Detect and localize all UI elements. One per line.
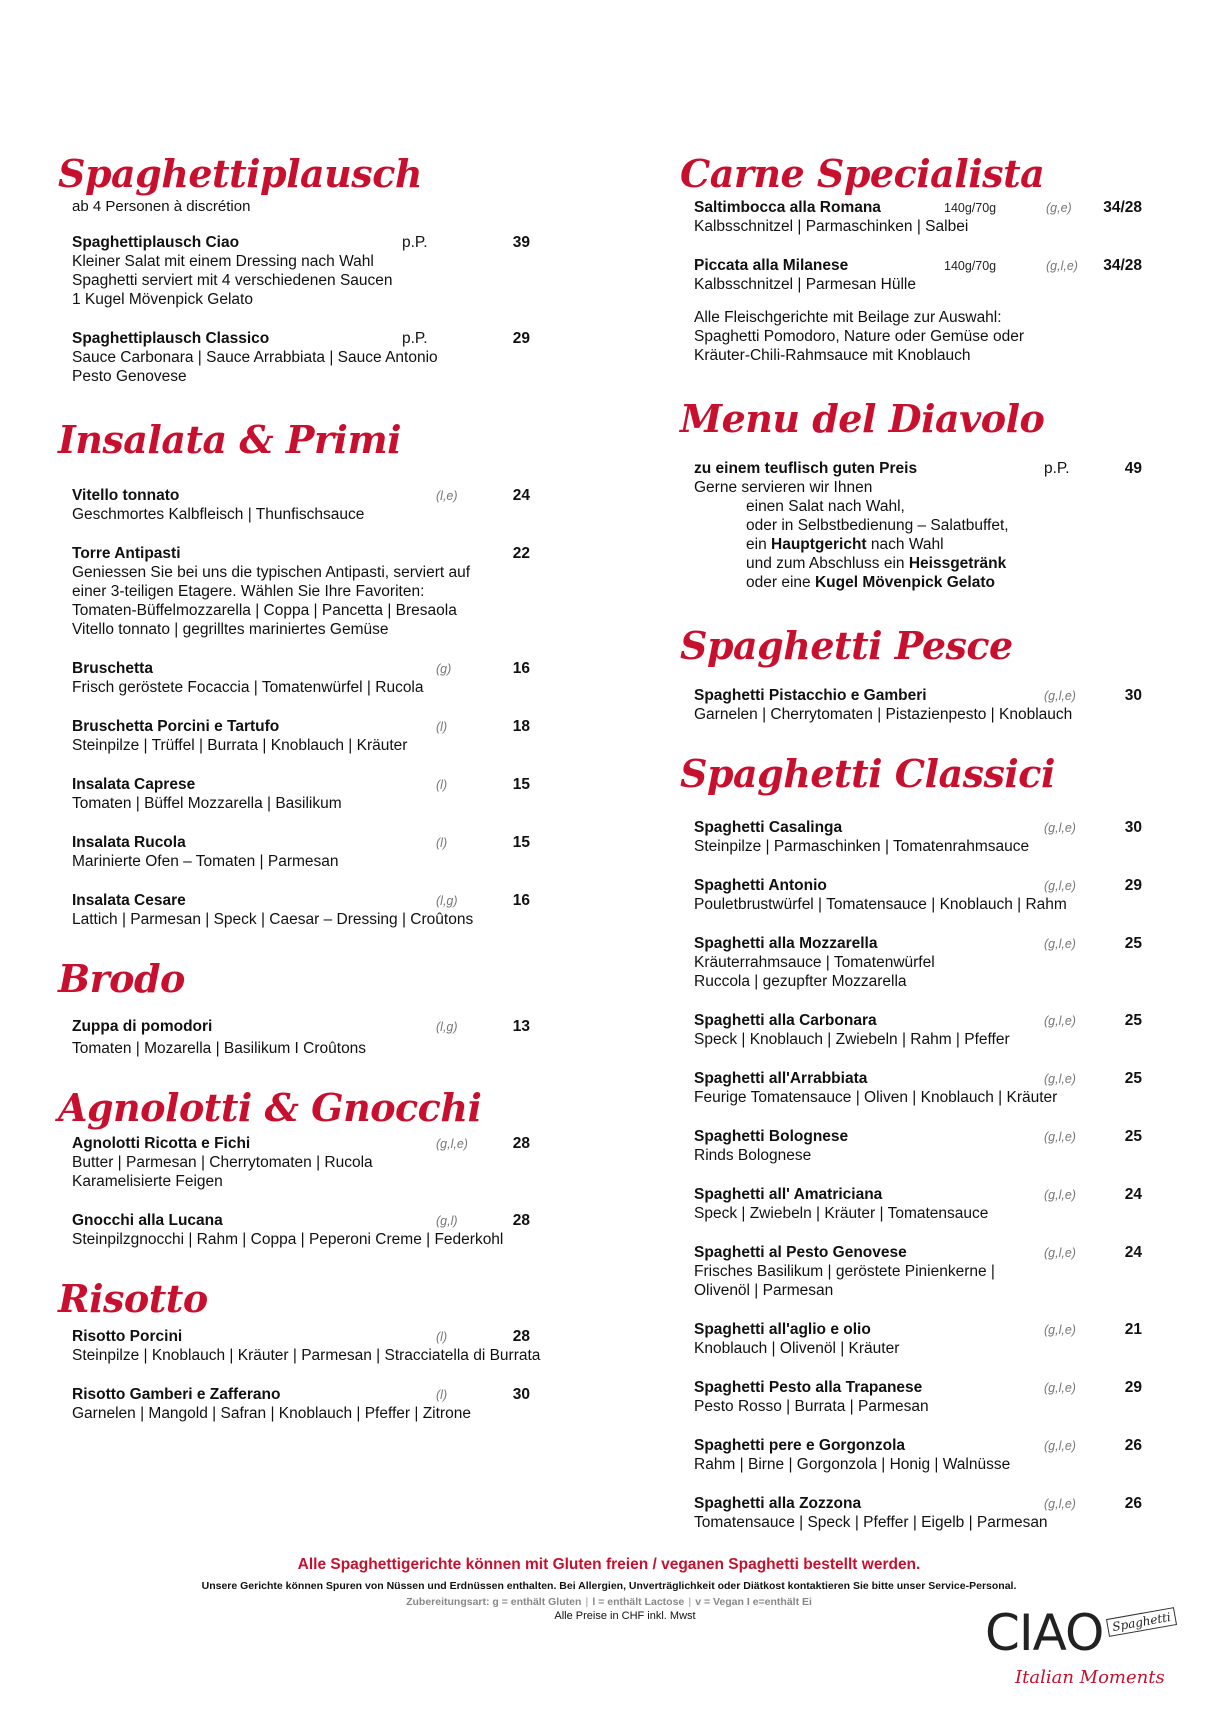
item-allergens: (g) (436, 662, 452, 676)
item-description: Pesto Rosso | Burrata | Parmesan (694, 1398, 929, 1415)
legend-vegan-egg: v = Vegan I e=enthält Ei (695, 1596, 812, 1608)
item-allergens: (g,l,e) (1046, 259, 1078, 273)
note-line: Spaghetti Pomodoro, Nature oder Gemüse oder (694, 328, 1024, 345)
item-allergens: (g,l,e) (1044, 1381, 1076, 1395)
item-description: Garnelen | Mangold | Safran | Knoblauch | Pfeffer | Zitrone (72, 1405, 471, 1422)
item-name: Saltimbocca alla Romana (694, 199, 881, 216)
item-name: Spaghetti Casalinga (694, 819, 843, 836)
item-name: Spaghetti alla Mozzarella (694, 935, 878, 952)
section-title-brodo: Brodo (58, 956, 185, 1001)
item-name: Spaghetti al Pesto Genovese (694, 1244, 907, 1261)
item-allergens: (g,e) (1046, 201, 1072, 215)
item-price: 49 (1124, 460, 1142, 477)
classici-list (680, 818, 1160, 1532)
item-name: Spaghetti Bolognese (694, 1128, 849, 1145)
item-name: Bruschetta (72, 660, 153, 677)
item-price: 34/28 (1103, 199, 1142, 216)
section-title-risotto: Risotto (58, 1276, 208, 1321)
item-allergens: (g,l,e) (1044, 1014, 1076, 1028)
item-name: Spaghetti pere e Gorgonzola (694, 1437, 905, 1454)
item-name: Risotto Porcini (72, 1328, 183, 1345)
item-allergens: (g,l,e) (436, 1137, 468, 1151)
item-name: Spaghetti alla Carbonara (694, 1012, 877, 1029)
menu-item (694, 876, 1142, 914)
section-title-spaghettiplausch: Spaghettiplausch (58, 151, 422, 196)
menu-item (72, 486, 530, 524)
item-description: Kräuterrahmsauce | Tomatenwürfel (694, 954, 935, 971)
item-allergens: (g,l,e) (1044, 879, 1076, 893)
item-weight: 140g/70g (944, 259, 997, 273)
menu-item (72, 775, 530, 813)
menu-item (694, 934, 1142, 991)
ciao-spaghetti-logo (985, 1605, 1185, 1695)
item-allergens: (g,l,e) (1044, 1130, 1076, 1144)
section-title-agnolotti: Agnolotti & Gnocchi (58, 1085, 482, 1130)
logo-wordmark: CIAO (985, 1604, 1104, 1662)
menu-item (72, 329, 530, 386)
item-price: 24 (512, 487, 530, 504)
section-title-classici: Spaghetti Classici (680, 751, 1055, 796)
item-name: Insalata Caprese (72, 776, 196, 793)
item-allergens: (g,l,e) (1044, 1246, 1076, 1260)
item-description: Feurige Tomatensauce | Oliven | Knoblauch | Kräuter (694, 1089, 1058, 1106)
item-name: Torre Antipasti (72, 545, 181, 562)
section-title-insalata: Insalata & Primi (58, 417, 402, 462)
menu-item (72, 833, 530, 871)
item-name: Spaghetti Antonio (694, 877, 827, 894)
section-title-pesce: Spaghetti Pesce (680, 623, 1013, 668)
item-description: Kalbsschnitzel | Parmaschinken | Salbei (694, 218, 969, 235)
left-column (58, 150, 558, 1443)
item-description: Marinierte Ofen – Tomaten | Parmesan (72, 853, 339, 870)
menu-item (694, 1011, 1142, 1049)
item-price: 25 (1124, 1012, 1142, 1029)
item-description: Steinpilzgnocchi | Rahm | Coppa | Peperoni Creme | Federkohl (72, 1231, 504, 1248)
item-allergens: (g,l,e) (1044, 1323, 1076, 1337)
gluten-free-note: Alle Spaghettigerichte können mit Gluten freien / veganen Spaghetti bestellt werden. (297, 1556, 921, 1573)
item-description: Pouletbrustwürfel | Tomatensauce | Knoblauch | Rahm (694, 896, 1067, 913)
item-description: einer 3-teiligen Etagere. Wählen Sie Ihre Favoriten: (72, 583, 425, 600)
item-allergens: (g,l,e) (1044, 1439, 1076, 1453)
side-dish-note (694, 308, 1160, 365)
item-name: Insalata Rucola (72, 834, 186, 851)
item-price: 28 (512, 1135, 530, 1152)
item-price: 22 (512, 545, 530, 562)
item-name: Spaghettiplausch Classico (72, 330, 270, 347)
item-description: Frisches Basilikum | geröstete Pinienkerne | (694, 1263, 995, 1280)
item-allergens: (g,l) (436, 1214, 458, 1228)
item-name: Agnolotti Ricotta e Fichi (72, 1135, 251, 1152)
menu-item (694, 1378, 1142, 1416)
item-name: Gnocchi alla Lucana (72, 1212, 223, 1229)
item-name: Vitello tonnato (72, 487, 180, 504)
item-allergens: (g,l,e) (1044, 821, 1076, 835)
item-description: Speck | Zwiebeln | Kräuter | Tomatensauce (694, 1205, 989, 1222)
item-unit: p.P. (402, 330, 428, 347)
text-bold: Heissgetränk (908, 555, 1007, 572)
section-note: ab 4 Personen à discrétion (72, 198, 251, 215)
item-description: Tomaten | Mozarella | Basilikum I Croûtons (72, 1040, 367, 1057)
item-price: 30 (1124, 687, 1142, 704)
item-price: 15 (512, 776, 530, 793)
footer (0, 1556, 1218, 1608)
item-price: 28 (512, 1328, 530, 1345)
item-allergens: (g,l,e) (1044, 1072, 1076, 1086)
menu-item (72, 1385, 530, 1423)
item-description: Ruccola | gezupfter Mozzarella (694, 973, 907, 990)
item-unit: p.P. (1044, 460, 1070, 477)
item-description: Tomaten-Büffelmozzarella | Coppa | Pancetta | Bresaola (72, 602, 457, 619)
item-description (694, 554, 1142, 573)
item-allergens: (l) (436, 778, 448, 792)
legend: Zubereitungsart: g = enthält Gluten | l = enthält Lactose | v = Vegan I e=enthält Ei (406, 1596, 812, 1608)
item-weight: 140g/70g (944, 201, 997, 215)
allergy-note: Unsere Gerichte können Spuren von Nüssen und Erdnüssen enthalten. Bei Allergien, Unverträglichkeit oder Diätkost kontaktieren Sie bitte unser Service-Personal. (201, 1580, 1017, 1592)
menu-item (694, 1127, 1142, 1165)
item-price: 26 (1124, 1495, 1142, 1512)
item-description: Rahm | Birne | Gorgonzola | Honig | Walnüsse (694, 1456, 1011, 1473)
menu-item (72, 659, 530, 697)
item-description: 1 Kugel Mövenpick Gelato (72, 291, 253, 308)
item-description: Garnelen | Cherrytomaten | Pistazienpesto | Knoblauch (694, 706, 1073, 723)
item-description: Sauce Carbonara | Sauce Arrabbiata | Sauce Antonio (72, 349, 438, 366)
item-description: Steinpilze | Parmaschinken | Tomatenrahmsauce (694, 838, 1030, 855)
menu-item (72, 717, 530, 755)
right-column (680, 150, 1160, 1552)
item-allergens: (g,l,e) (1044, 689, 1076, 703)
section-title-diavolo: Menu del Diavolo (680, 396, 1045, 441)
item-description: einen Salat nach Wahl, (746, 498, 905, 515)
item-description: Vitello tonnato | gegrilltes mariniertes Gemüse (72, 621, 389, 638)
item-price: 39 (512, 234, 530, 251)
item-name: Zuppa di pomodori (72, 1018, 213, 1035)
item-price: 25 (1124, 1128, 1142, 1145)
menu-item (694, 256, 1142, 294)
menu-item (694, 1320, 1142, 1358)
item-price: 25 (1124, 935, 1142, 952)
text-bold: Hauptgericht (771, 536, 867, 553)
item-description: Rinds Bolognese (694, 1147, 812, 1164)
item-description: Lattich | Parmesan | Speck | Caesar – Dressing | Croûtons (72, 911, 474, 928)
legend-gluten: Zubereitungsart: g = enthält Gluten (406, 1596, 582, 1608)
item-price: 26 (1124, 1437, 1142, 1454)
text: oder eine (746, 574, 815, 591)
menu-item (694, 686, 1142, 724)
item-price: 13 (512, 1018, 530, 1035)
item-price: 30 (512, 1386, 530, 1403)
item-description: Knoblauch | Olivenöl | Kräuter (694, 1340, 900, 1357)
menu-item (694, 1069, 1142, 1107)
item-description: Speck | Knoblauch | Zwiebeln | Rahm | Pfeffer (694, 1031, 1010, 1048)
item-allergens: (l) (436, 1388, 448, 1402)
item-description: Tomaten | Büffel Mozzarella | Basilikum (72, 795, 342, 812)
item-price: 15 (512, 834, 530, 851)
item-name: zu einem teuflisch guten Preis (694, 460, 918, 477)
text: nach Wahl (866, 536, 944, 553)
menu-item (72, 544, 530, 639)
item-description: Kleiner Salat mit einem Dressing nach Wahl (72, 253, 374, 270)
item-allergens: (l,e) (436, 489, 458, 503)
item-price: 24 (1124, 1186, 1142, 1203)
item-price: 29 (1124, 1379, 1142, 1396)
item-allergens: (l) (436, 1330, 448, 1344)
menu-item (694, 1185, 1142, 1223)
menu-item (694, 1436, 1142, 1474)
item-price: 16 (512, 660, 530, 677)
item-description: Gerne servieren wir Ihnen (694, 479, 873, 496)
item-unit: p.P. (402, 234, 428, 251)
legend-lactose: l = enthält Lactose (592, 1596, 685, 1608)
item-description: Steinpilze | Knoblauch | Kräuter | Parmesan | Stracciatella di Burrata (72, 1347, 541, 1364)
item-description: Steinpilze | Trüffel | Burrata | Knoblauch | Kräuter (72, 737, 408, 754)
item-name: Spaghetti all' Amatriciana (694, 1186, 883, 1203)
item-description: Butter | Parmesan | Cherrytomaten | Rucola (72, 1154, 373, 1171)
item-name: Spaghetti alla Zozzona (694, 1495, 862, 1512)
item-description (694, 535, 1142, 554)
text: ein (746, 536, 771, 553)
item-price: 30 (1124, 819, 1142, 836)
item-description: Tomatensauce | Speck | Pfeffer | Eigelb | Parmesan (694, 1514, 1048, 1531)
item-allergens: (l) (436, 720, 448, 734)
menu-item (694, 459, 1142, 592)
item-allergens: (g,l,e) (1044, 1497, 1076, 1511)
item-name: Spaghetti all'Arrabbiata (694, 1070, 868, 1087)
item-description: Geniessen Sie bei uns die typischen Antipasti, serviert auf (72, 564, 471, 581)
logo-tag: Spaghetti (1106, 1607, 1177, 1637)
note-line: Alle Fleischgerichte mit Beilage zur Auswahl: (694, 309, 1002, 326)
item-name: Piccata alla Milanese (694, 257, 849, 274)
menu-item (72, 1327, 541, 1365)
item-description: Olivenöl | Parmesan (694, 1282, 834, 1299)
item-description: Kalbsschnitzel | Parmesan Hülle (694, 276, 916, 293)
menu-item (72, 233, 530, 309)
menu-item (694, 818, 1142, 856)
item-name: Spaghetti Pesto alla Trapanese (694, 1379, 923, 1396)
menu-item (72, 1017, 530, 1058)
logo-subtitle: Italian Moments (1015, 1667, 1165, 1688)
item-price: 29 (512, 330, 530, 347)
section-title-carne: Carne Specialista (680, 151, 1045, 196)
item-price: 29 (1124, 877, 1142, 894)
item-price: 34/28 (1103, 257, 1142, 274)
price-note: Alle Preise in CHF inkl. Mwst (554, 1610, 696, 1622)
menu-item (694, 1494, 1142, 1532)
item-description (694, 573, 1142, 592)
item-price: 16 (512, 892, 530, 909)
menu-item (72, 1134, 530, 1191)
item-description: Frisch geröstete Focaccia | Tomatenwürfel | Rucola (72, 679, 424, 696)
item-name: Spaghetti all'aglio e olio (694, 1321, 871, 1338)
item-allergens: (l,g) (436, 894, 458, 908)
text: und zum Abschluss ein (746, 555, 909, 572)
item-name: Bruschetta Porcini e Tartufo (72, 718, 280, 735)
item-allergens: (l,g) (436, 1020, 458, 1034)
item-allergens: (g,l,e) (1044, 937, 1076, 951)
item-name: Insalata Cesare (72, 892, 186, 909)
text-bold: Kugel Mövenpick Gelato (814, 574, 995, 591)
item-price: 25 (1124, 1070, 1142, 1087)
item-price: 24 (1124, 1244, 1142, 1261)
menu-item (72, 891, 530, 929)
item-name: Spaghetti Pistacchio e Gamberi (694, 687, 927, 704)
item-description: Geschmortes Kalbfleisch | Thunfischsauce (72, 506, 365, 523)
menu-item (72, 1211, 530, 1249)
item-allergens: (l) (436, 836, 448, 850)
item-price: 28 (512, 1212, 530, 1229)
item-description: Spaghetti serviert mit 4 verschiedenen Saucen (72, 272, 393, 289)
menu-item (694, 1243, 1142, 1300)
note-line: Kräuter-Chili-Rahmsauce mit Knoblauch (694, 347, 971, 364)
item-description: Pesto Genovese (72, 368, 187, 385)
item-price: 18 (512, 718, 530, 735)
item-name: Spaghettiplausch Ciao (72, 234, 240, 251)
menu-item (694, 198, 1142, 236)
item-price: 21 (1124, 1321, 1142, 1338)
item-allergens: (g,l,e) (1044, 1188, 1076, 1202)
item-name: Risotto Gamberi e Zafferano (72, 1386, 281, 1403)
item-description: oder in Selbstbedienung – Salatbuffet, (746, 517, 1009, 534)
item-description: Karamelisierte Feigen (72, 1173, 223, 1190)
